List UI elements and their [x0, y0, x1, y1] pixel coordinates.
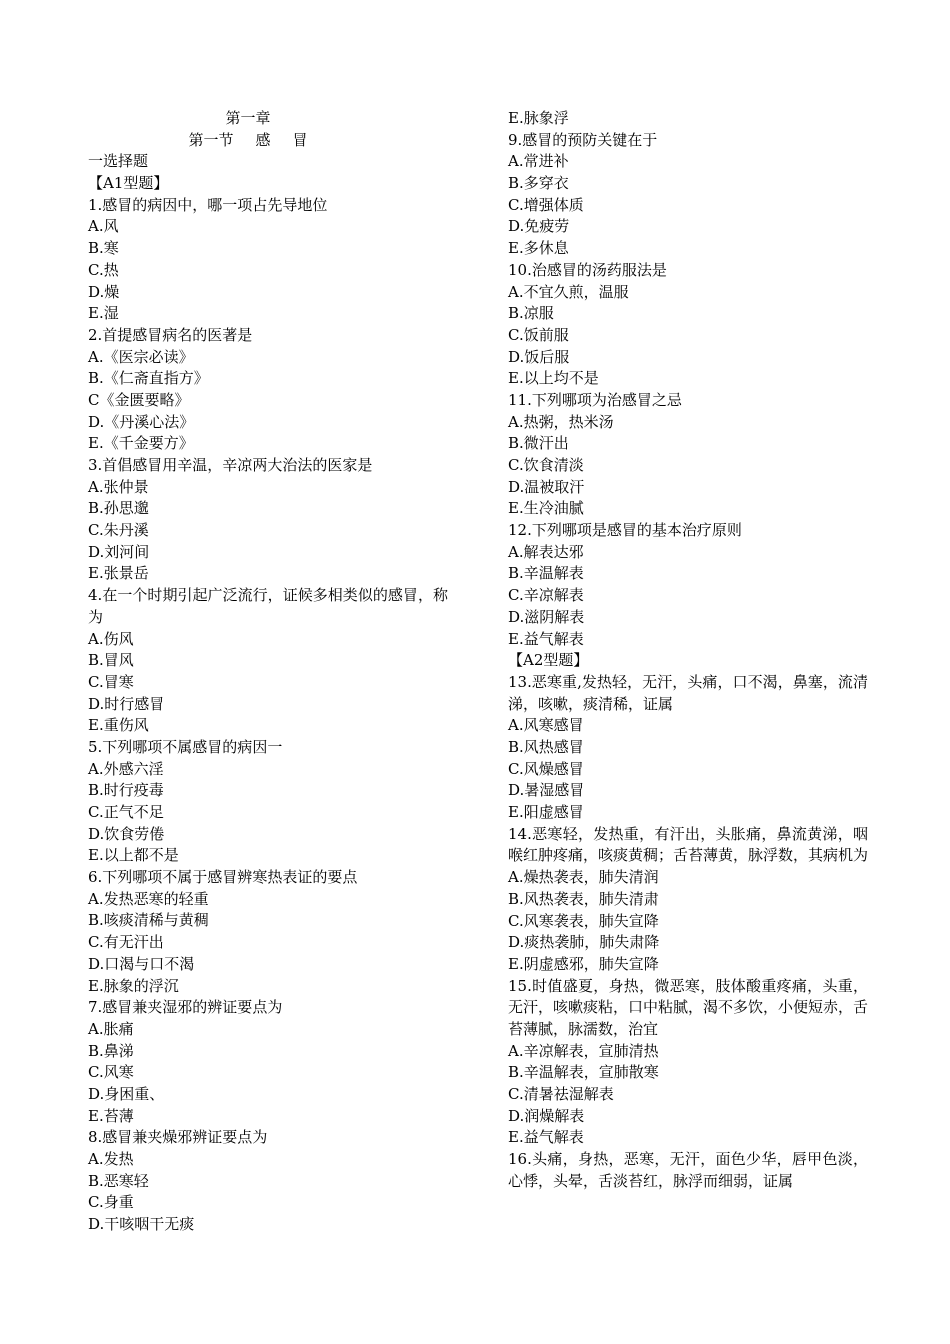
question-1: 1.感冒的病因中，哪一项占先导地位	[88, 195, 328, 214]
left-column	[88, 108, 448, 1236]
option: B.微汗出	[508, 434, 569, 453]
option: D.润燥解表	[508, 1106, 585, 1125]
option: B.辛温解表	[508, 564, 584, 583]
option: E.脉象浮	[508, 109, 569, 127]
option: D.痰热袭肺，肺失肃降	[508, 933, 660, 952]
option: D.时行感冒	[88, 694, 165, 713]
option: A.胀痛	[88, 1019, 134, 1038]
option: A.热粥，热米汤	[508, 412, 614, 431]
option: B.孙思邈	[88, 499, 149, 518]
option: B.辛温解表，宣肺散寒	[508, 1063, 659, 1082]
option: B.风热感冒	[508, 737, 584, 756]
question-13: 13.恶寒重,发热轻，无汗，头痛，口不渴，鼻塞，流清涕，咳嗽，痰清稀，证属	[508, 672, 868, 713]
option: C.冒寒	[88, 672, 134, 691]
option: C.风燥感冒	[508, 759, 584, 778]
option: B.恶寒轻	[88, 1171, 149, 1190]
option: E.湿	[88, 304, 119, 323]
option: A.风寒感冒	[508, 716, 584, 735]
option: A.风	[88, 217, 119, 236]
option: C.辛凉解表	[508, 586, 584, 605]
chapter-title: 第一章	[225, 109, 271, 127]
question-12: 12.下列哪项是感冒的基本治疗原则	[508, 521, 742, 540]
right-column	[508, 108, 868, 1193]
option: C《金匮要略》	[88, 390, 190, 409]
option: A.辛凉解表，宣肺清热	[508, 1041, 659, 1060]
question-14: 14.恶寒轻，发热重，有汗出，头胀痛，鼻流黄涕，咽喉红肿疼痛，咳痰黄稠；舌苔薄黄，脉浮数，其病机为	[508, 824, 869, 865]
question-2: 2.首提感冒病名的医著是	[88, 325, 253, 344]
option: D.饮食劳倦	[88, 824, 165, 843]
option: C.风寒袭表，肺失宣降	[508, 911, 659, 930]
option: B.时行疫毒	[88, 781, 164, 800]
option: C.增强体质	[508, 195, 584, 214]
question-4: 4.在一个时期引起广泛流行，证候多相类似的感冒，称为	[88, 586, 448, 626]
option: A.伤风	[88, 629, 134, 648]
option: E.以上均不是	[508, 369, 599, 388]
option: B.多穿衣	[508, 174, 569, 193]
option: D.口渴与口不渴	[88, 954, 195, 973]
option: E.苔薄	[88, 1106, 134, 1125]
option: E.阴虚感邪，肺失宣降	[508, 954, 659, 973]
option: C.正气不足	[88, 803, 164, 822]
section-title-char-2: 冒	[292, 130, 308, 149]
option: E.《千金要方》	[88, 434, 194, 453]
option: D.干咳咽干无痰	[88, 1215, 195, 1234]
part-heading: 一选择题	[88, 152, 149, 171]
option: A.燥热袭表，肺失清润	[508, 868, 659, 887]
option: A.《医宗必读》	[88, 347, 194, 366]
option: D.《丹溪心法》	[88, 412, 195, 431]
option: A.发热恶寒的轻重	[88, 889, 209, 908]
option: E.张景岳	[88, 564, 149, 583]
option: A.发热	[88, 1150, 134, 1169]
option: C.热	[88, 260, 119, 279]
option: C.风寒	[88, 1063, 134, 1082]
section-title	[88, 130, 448, 152]
question-3: 3.首倡感冒用辛温，辛凉两大治法的医家是	[88, 456, 373, 474]
option: D.饭后服	[508, 347, 570, 366]
option: E.益气解表	[508, 1128, 584, 1147]
option: D.刘河间	[88, 542, 150, 561]
option: B.冒风	[88, 651, 134, 670]
option: B.寒	[88, 239, 119, 258]
option: A.外感六淫	[88, 759, 164, 778]
option: C.有无汗出	[88, 933, 164, 952]
question-7: 7.感冒兼夹湿邪的辨证要点为	[88, 998, 283, 1017]
option: D.燥	[88, 282, 120, 301]
option: E.脉象的浮沉	[88, 976, 179, 995]
option: D.滋阴解表	[508, 607, 585, 626]
question-11: 11.下列哪项为治感冒之忌	[508, 390, 682, 409]
option: D.温被取汗	[508, 477, 585, 496]
option: B.风热袭表，肺失清肃	[508, 889, 659, 908]
question-type-heading: 【A1型题】	[88, 174, 169, 193]
option: E.以上都不是	[88, 846, 179, 865]
option: C.饭前服	[508, 325, 569, 344]
option: B.鼻涕	[88, 1041, 134, 1060]
option: A.常进补	[508, 152, 569, 171]
question-10: 10.治感冒的汤药服法是	[508, 260, 667, 279]
option: B.咳痰清稀与黄稠	[88, 911, 209, 930]
option: A.不宜久煎，温服	[508, 282, 629, 301]
option: B.《仁斋直指方》	[88, 369, 209, 388]
option: C.朱丹溪	[88, 521, 149, 540]
question-9: 9.感冒的预防关键在于	[508, 130, 658, 149]
question-15: 15.时值盛夏，身热，微恶寒，肢体酸重疼痛，头重，无汗，咳嗽痰粘，口中粘腻，渴不多饮，小便短赤，舌苔薄腻，脉濡数，治宜	[508, 976, 869, 1038]
option: B.凉服	[508, 304, 554, 323]
question-8: 8.感冒兼夹燥邪辨证要点为	[88, 1128, 268, 1147]
option: E.益气解表	[508, 629, 584, 648]
option: E.多休息	[508, 239, 569, 258]
option: A.解表达邪	[508, 542, 584, 561]
question-16: 16.头痛，身热，恶寒，无汗，面色少华，唇甲色淡，心悸，头晕，舌淡苔红，脉浮而细弱，证属	[508, 1150, 868, 1190]
question-6: 6.下列哪项不属于感冒辨寒热表证的要点	[88, 868, 358, 887]
option: E.阳虚感冒	[508, 803, 584, 822]
option: E.重伤风	[88, 716, 149, 735]
option: C.身重	[88, 1193, 134, 1212]
option: D.身困重、	[88, 1084, 165, 1103]
section-number: 第一节	[188, 130, 234, 149]
option: C.清暑祛湿解表	[508, 1085, 614, 1104]
option: A.张仲景	[88, 477, 149, 496]
option: D.免疲劳	[508, 217, 570, 236]
option: C.饮食清淡	[508, 456, 584, 474]
option: E.生冷油腻	[508, 499, 584, 518]
section-title-char-1: 感	[255, 130, 271, 149]
question-5: 5.下列哪项不属感冒的病因一	[88, 737, 283, 756]
option: D.暑湿感冒	[508, 781, 585, 800]
question-type-heading: 【A2型题】	[508, 651, 589, 670]
